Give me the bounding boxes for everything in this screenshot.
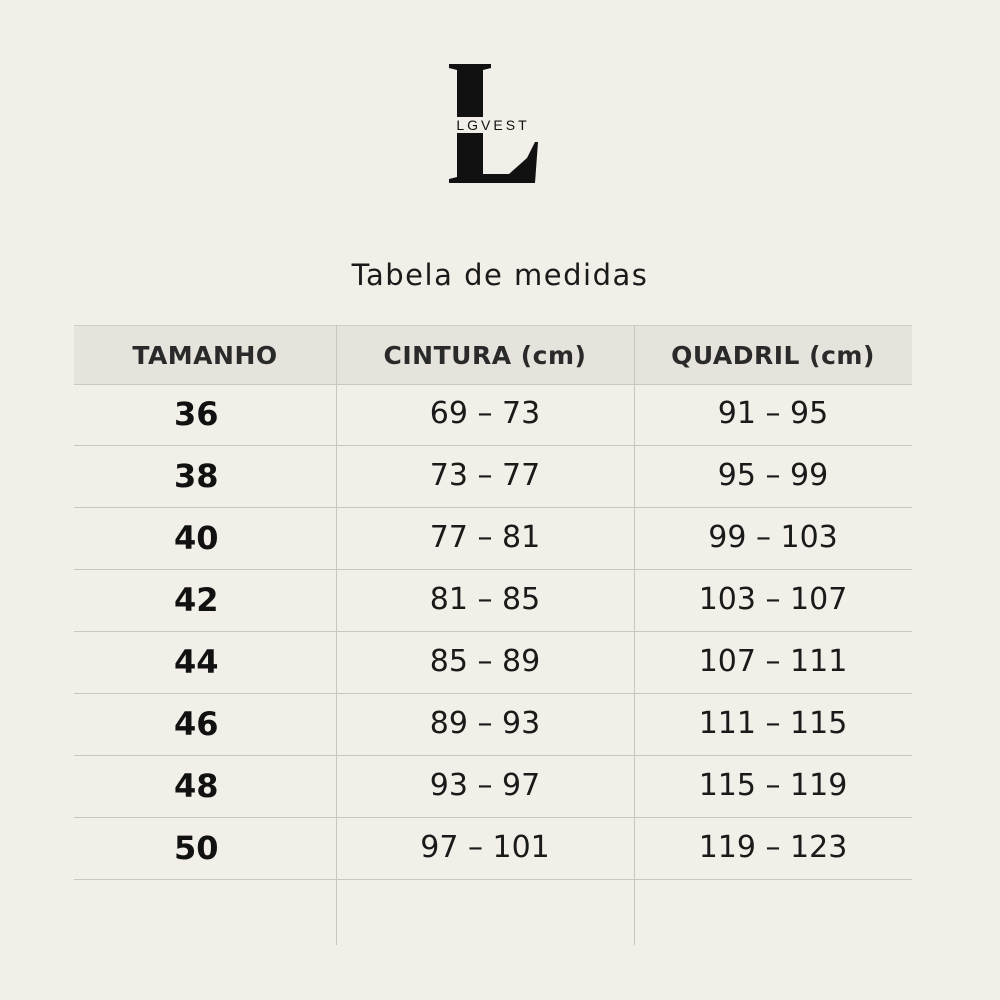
page-title: Tabela de medidas (351, 258, 649, 292)
size-cell: 40 (174, 519, 219, 557)
size-cell: 44 (174, 643, 219, 681)
waist-cell: 89 – 93 (429, 706, 541, 741)
logo-wordmark: LGVEST (447, 117, 539, 133)
waist-cell: 77 – 81 (429, 520, 541, 555)
header-hip: QUADRIL (cm) (671, 341, 875, 370)
size-cell: 46 (174, 705, 219, 743)
size-cell: 48 (174, 767, 219, 805)
table-row (74, 383, 912, 446)
hip-cell: 111 – 115 (698, 706, 848, 741)
size-cell: 50 (174, 829, 219, 867)
size-cell: 42 (174, 581, 219, 619)
table-row (74, 569, 912, 632)
hip-cell: 95 – 99 (717, 458, 829, 493)
hip-cell: 103 – 107 (698, 582, 848, 617)
size-table (74, 325, 912, 965)
waist-cell: 81 – 85 (429, 582, 541, 617)
waist-cell: 69 – 73 (429, 396, 541, 431)
header-size: TAMANHO (132, 341, 278, 370)
table-header (74, 325, 912, 385)
waist-cell: 85 – 89 (429, 644, 541, 679)
table-row (74, 693, 912, 756)
table-row (74, 817, 912, 880)
hip-cell: 107 – 111 (698, 644, 848, 679)
size-cell: 38 (174, 457, 219, 495)
hip-cell: 99 – 103 (708, 520, 838, 555)
size-cell: 36 (174, 395, 219, 433)
waist-cell: 97 – 101 (420, 830, 550, 865)
waist-cell: 73 – 77 (429, 458, 541, 493)
table-row (74, 755, 912, 818)
brand-logo (447, 62, 539, 186)
hip-cell: 119 – 123 (698, 830, 848, 865)
hip-cell: 91 – 95 (717, 396, 829, 431)
table-row (74, 507, 912, 570)
table-row (74, 445, 912, 508)
header-waist: CINTURA (cm) (383, 341, 587, 370)
waist-cell: 93 – 97 (429, 768, 541, 803)
hip-cell: 115 – 119 (698, 768, 848, 803)
table-row (74, 631, 912, 694)
